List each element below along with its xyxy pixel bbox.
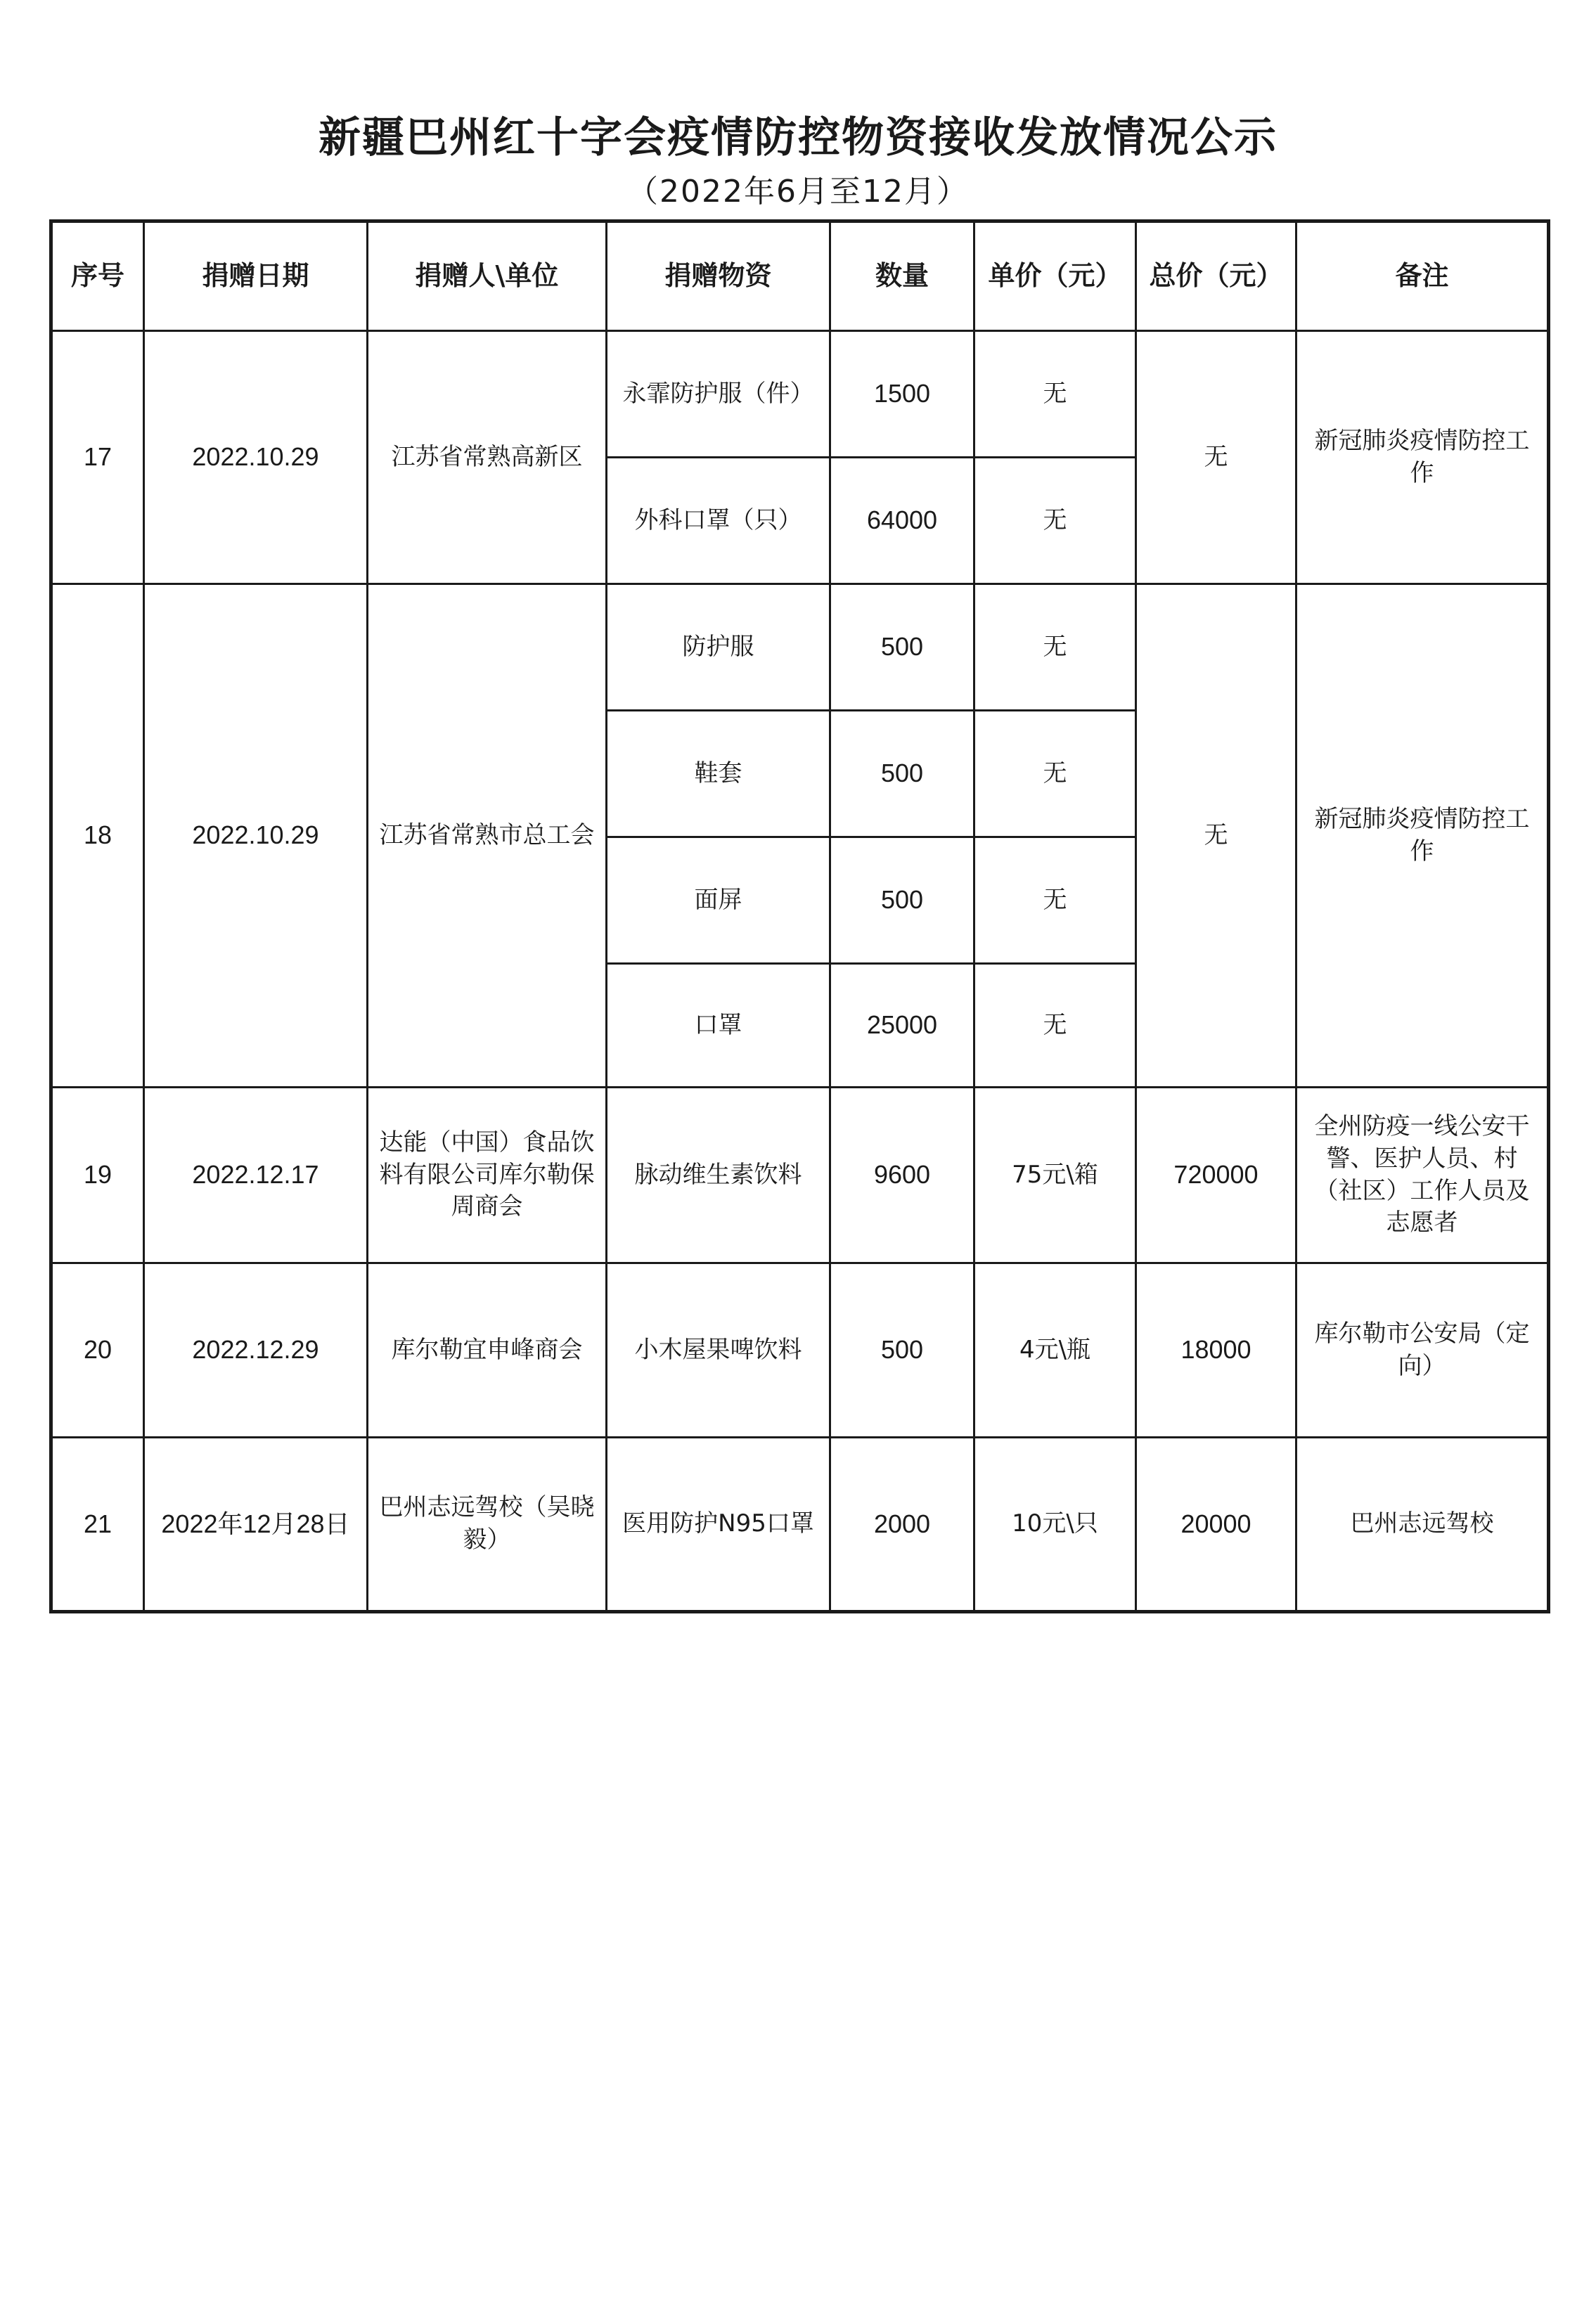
cell-date: 2022.12.29 [144,1263,368,1438]
cell-note: 新冠肺炎疫情防控工作 [1296,331,1549,584]
cell-total: 720000 [1136,1088,1296,1263]
cell-seq: 17 [51,331,144,584]
cell-note: 全州防疫一线公安干警、医护人员、村（社区）工作人员及志愿者 [1296,1088,1549,1263]
header-unit-price: 单价（元） [974,221,1136,331]
cell-unit-price: 无 [974,711,1136,837]
cell-donor: 江苏省常熟市总工会 [368,584,607,1088]
cell-date: 2022.10.29 [144,584,368,1088]
cell-date: 2022.12.17 [144,1088,368,1263]
cell-donor: 巴州志远驾校（吴晓毅） [368,1438,607,1612]
cell-item: 医用防护N95口罩 [607,1438,830,1612]
cell-donor: 库尔勒宜申峰商会 [368,1263,607,1438]
header-item: 捐赠物资 [607,221,830,331]
header-note: 备注 [1296,221,1549,331]
table-row [51,1088,1549,1263]
table-row [51,1438,1549,1612]
cell-item: 鞋套 [607,711,830,837]
cell-qty: 1500 [830,331,974,458]
cell-total: 18000 [1136,1263,1296,1438]
cell-total: 无 [1136,584,1296,1088]
cell-item: 永霏防护服（件） [607,331,830,458]
header-total: 总价（元） [1136,221,1296,331]
header-row [51,221,1549,331]
table-row [51,331,1549,458]
cell-unit-price: 4元\瓶 [974,1263,1136,1438]
cell-unit-price: 无 [974,331,1136,458]
cell-date: 2022年12月28日 [144,1438,368,1612]
header-qty: 数量 [830,221,974,331]
table-row [51,584,1549,711]
header-donor: 捐赠人\单位 [368,221,607,331]
cell-unit-price: 10元\只 [974,1438,1136,1612]
cell-qty: 500 [830,711,974,837]
cell-note: 巴州志远驾校 [1296,1438,1549,1612]
cell-unit-price: 无 [974,964,1136,1088]
cell-note: 库尔勒市公安局（定向） [1296,1263,1549,1438]
cell-unit-price: 75元\箱 [974,1088,1136,1263]
cell-total: 无 [1136,331,1296,584]
cell-qty: 25000 [830,964,974,1088]
cell-item: 面屏 [607,837,830,964]
cell-donor: 达能（中国）食品饮料有限公司库尔勒保周商会 [368,1088,607,1263]
cell-seq: 20 [51,1263,144,1438]
cell-seq: 21 [51,1438,144,1612]
page-subtitle: （2022年6月至12月） [627,174,969,210]
cell-qty: 500 [830,1263,974,1438]
cell-qty: 500 [830,584,974,711]
cell-unit-price: 无 [974,584,1136,711]
page-title: 新疆巴州红十字会疫情防控物资接收发放情况公示 [318,113,1278,162]
cell-seq: 18 [51,584,144,1088]
donation-table [49,219,1550,1613]
header-seq: 序号 [51,221,144,331]
cell-item: 脉动维生素饮料 [607,1088,830,1263]
cell-seq: 19 [51,1088,144,1263]
cell-unit-price: 无 [974,458,1136,584]
cell-qty: 500 [830,837,974,964]
cell-qty: 2000 [830,1438,974,1612]
cell-date: 2022.10.29 [144,331,368,584]
cell-total: 20000 [1136,1438,1296,1612]
cell-item: 防护服 [607,584,830,711]
cell-qty: 64000 [830,458,974,584]
cell-item: 小木屋果啤饮料 [607,1263,830,1438]
cell-item: 外科口罩（只） [607,458,830,584]
cell-item: 口罩 [607,964,830,1088]
cell-unit-price: 无 [974,837,1136,964]
cell-note: 新冠肺炎疫情防控工作 [1296,584,1549,1088]
table-row [51,1263,1549,1438]
cell-qty: 9600 [830,1088,974,1263]
header-date: 捐赠日期 [144,221,368,331]
cell-donor: 江苏省常熟高新区 [368,331,607,584]
